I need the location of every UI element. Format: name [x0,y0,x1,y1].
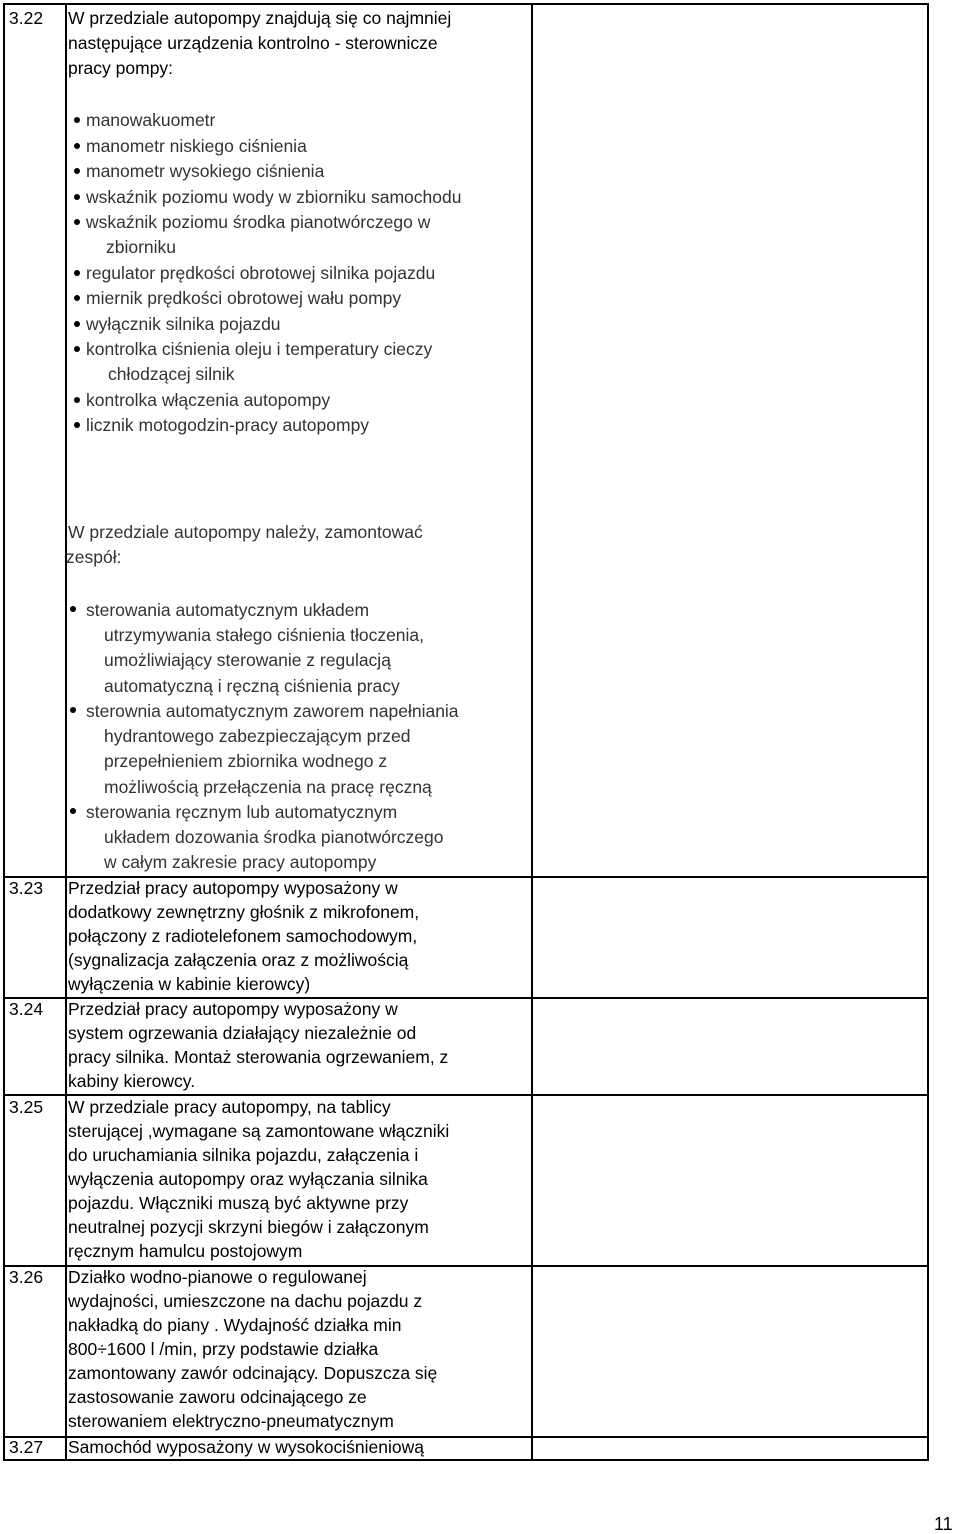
table-border-bottom [3,1459,929,1461]
row-text-line: (sygnalizacja załączenia oraz z możliwością [68,950,409,970]
bullet-icon [74,194,80,200]
bullet-icon [74,321,80,327]
row-text-line: pracy pompy: [68,58,174,78]
list-item-continuation: w całym zakresie pracy autopompy [104,852,377,872]
bullet-icon [74,397,80,403]
row-text-line: dodatkowy zewnętrzny głośnik z mikrofonem, [68,902,420,922]
table-border-top [3,3,929,5]
list-item: licznik motogodzin-pracy autopompy [86,415,370,435]
list-item: sterowania automatycznym układem [86,600,370,620]
bullet-icon [74,346,80,352]
row-text-line: następujące urządzenia kontrolno - sterownicze [68,33,438,53]
list-item: sterowania ręcznym lub automatycznym [86,802,398,822]
list-item: regulator prędkości obrotowej silnika pojazdu [86,263,436,283]
table-border-left [3,3,5,1461]
list-item-continuation: układem dozowania środka pianotwórczego [104,827,444,847]
list-item-continuation: przepełnieniem zbiornika wodnego z [104,751,388,771]
list-item: wskaźnik poziomu wody w zbiorniku samochodu [86,187,462,207]
list-item: kontrolka ciśnienia oleju i temperatury cieczy [86,339,433,359]
list-item-continuation: hydrantowego zabezpieczającym przed [104,726,411,746]
row-text-line: Samochód wyposażony w wysokociśnieniową [68,1437,425,1457]
row-number: 3.22 [9,8,44,28]
list-item: miernik prędkości obrotowej wału pompy [86,288,402,308]
row-text-line: wyłączenia w kabinie kierowcy) [68,974,311,994]
row-text-line: ręcznym hamulcu postojowym [68,1241,303,1261]
list-item: manowakuometr [86,110,216,130]
page-number: 11 [934,1514,953,1534]
row-text-line: do uruchamiania silnika pojazdu, załączenia i [68,1145,419,1165]
row-text-line: sterującej ,wymagane są zamontowane włączniki [68,1121,450,1141]
bullet-icon [70,808,76,814]
list-item-continuation: umożliwiający sterowanie z regulacją [104,650,391,670]
bullet-icon [74,219,80,225]
bullet-icon [74,422,80,428]
row-text-line: Działko wodno-pianowe o regulowanej [68,1267,367,1287]
row-text-line: W przedziale autopompy znajdują się co najmniej [68,8,452,28]
row-number: 3.26 [9,1267,44,1287]
table-column-divider-2 [531,3,533,1461]
bullet-icon [74,295,80,301]
row-text-line: zespół: [66,547,122,567]
bullet-icon [74,168,80,174]
row-divider [3,1094,929,1096]
row-text-line: system ogrzewania działający niezależnie od [68,1023,417,1043]
bullet-icon [74,117,80,123]
row-text-line: kabiny kierowcy. [68,1071,196,1091]
row-number: 3.25 [9,1097,44,1117]
row-text-line: połączony z radiotelefonem samochodowym, [68,926,418,946]
row-text-line: nakładką do piany . Wydajność działka min [68,1315,402,1335]
row-text-line: W przedziale pracy autopompy, na tablicy [68,1097,391,1117]
list-item: wskaźnik poziomu środka pianotwórczego w [86,212,431,232]
list-item: wyłącznik silnika pojazdu [86,314,281,334]
list-item-continuation: chłodzącej silnik [108,364,235,384]
list-item-continuation: zbiorniku [106,237,177,257]
bullet-icon [70,707,76,713]
list-item: manometr niskiego ciśnienia [86,136,307,156]
row-text-line: wyłączenia autopompy oraz wyłączania silnika [68,1169,428,1189]
list-item-continuation: możliwością przełączenia na pracę ręczną [104,777,432,797]
list-item: kontrolka włączenia autopompy [86,390,331,410]
list-item-continuation: automatyczną i ręczną ciśnienia pracy [104,676,400,696]
table-border-right [927,3,929,1461]
bullet-icon [70,606,76,612]
row-text-line: pracy silnika. Montaż sterowania ogrzewaniem, z [68,1047,449,1067]
row-text-line: pojazdu. Włączniki muszą być aktywne przy [68,1193,409,1213]
row-text-line: 800÷1600 l /min, przy podstawie działka [68,1339,379,1359]
row-text-line: neutralnej pozycji skrzyni biegów i załączonym [68,1217,429,1237]
row-text-line: sterowaniem elektryczno-pneumatycznym [68,1411,394,1431]
row-text-line: W przedziale autopompy należy, zamontować [68,522,423,542]
list-item-continuation: utrzymywania stałego ciśnienia tłoczenia, [104,625,425,645]
row-text-line: Przedział pracy autopompy wyposażony w [68,878,398,898]
bullet-icon [74,143,80,149]
list-item: manometr wysokiego ciśnienia [86,161,325,181]
bullet-icon [74,270,80,276]
row-text-line: wydajności, umieszczone na dachu pojazdu z [68,1291,423,1311]
row-number: 3.23 [9,878,44,898]
table-column-divider-1 [65,3,67,1461]
list-item: sterownia automatycznym zaworem napełniania [86,701,459,721]
row-text-line: Przedział pracy autopompy wyposażony w [68,999,398,1019]
row-text-line: zamontowany zawór odcinający. Dopuszcza się [68,1363,438,1383]
row-number: 3.27 [9,1437,44,1457]
row-text-line: zastosowanie zaworu odcinającego ze [68,1387,367,1407]
row-number: 3.24 [9,999,44,1019]
